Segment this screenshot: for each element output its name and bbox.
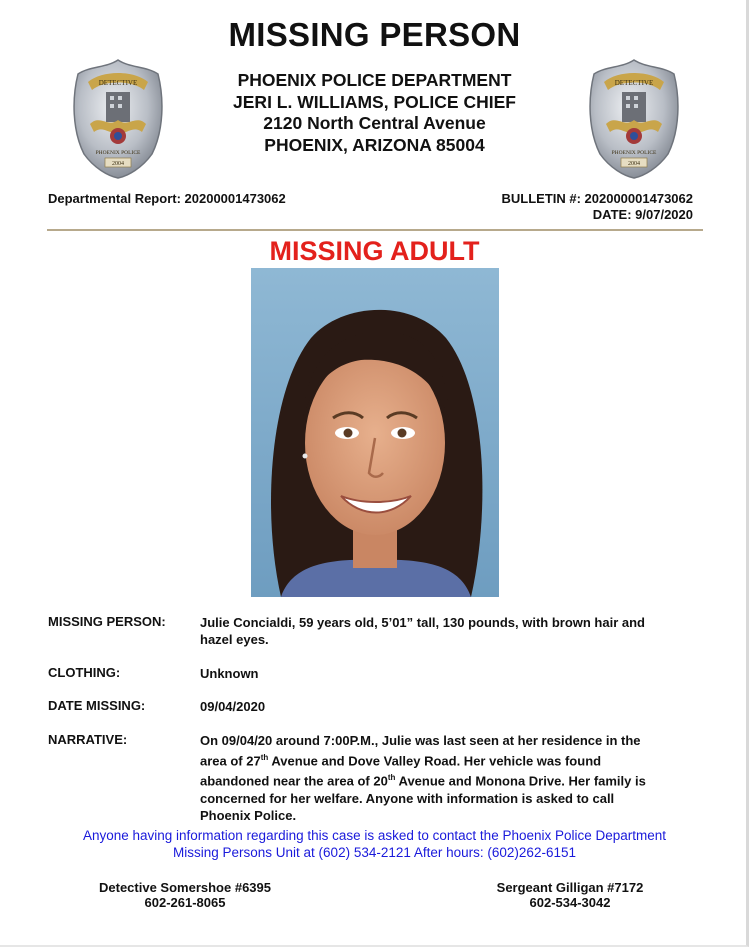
officer-contact (475, 880, 665, 910)
officer-phone: 602-534-3042 (529, 895, 611, 910)
date-missing-value: 09/04/2020 (200, 699, 266, 714)
city-state-zip: PHOENIX, ARIZONA 85004 (264, 134, 485, 155)
contact-information: Anyone having information regarding this case is asked to contact the Phoenix Police Department Missing Persons Unit at (602) 534-2121 After hours: (602)262-6151 (82, 828, 667, 860)
date-missing-label: DATE MISSING: (48, 698, 146, 713)
svg-text:PHOENIX POLICE: PHOENIX POLICE (611, 150, 657, 156)
detective-badge-icon (588, 58, 680, 180)
svg-text:PHOENIX POLICE: PHOENIX POLICE (95, 150, 141, 156)
svg-text:DETECTIVE: DETECTIVE (98, 79, 138, 87)
narrative-label: NARRATIVE: (48, 732, 128, 747)
officer-name: Sergeant Gilligan #7172 (496, 880, 644, 895)
officer-name: Detective Somershoe #6395 (99, 880, 271, 895)
bulletin-block (501, 191, 693, 222)
clothing-label: CLOTHING: (48, 665, 121, 680)
missing-person-description: Julie Concialdi, 59 years old, 5’01” tall, 130 pounds, with brown hair and hazel eyes. (200, 615, 646, 647)
department-name: PHOENIX POLICE DEPARTMENT (237, 70, 512, 90)
portrait-photo-icon (251, 268, 499, 597)
header-divider (47, 229, 703, 231)
svg-text:2004: 2004 (628, 161, 640, 167)
bulletin-date: DATE: 9/07/2020 (592, 207, 693, 222)
officer-phone: 602-261-8065 (144, 895, 226, 910)
page-title: MISSING PERSON (228, 16, 521, 53)
missing-adult-heading: MISSING ADULT (269, 236, 480, 266)
police-chief: JERI L. WILLIAMS, POLICE CHIEF (233, 91, 516, 112)
svg-text:DETECTIVE: DETECTIVE (614, 79, 654, 87)
departmental-report-number: Departmental Report: 20200001473062 (48, 191, 286, 206)
detective-badge-icon (72, 58, 164, 180)
officer-contact (90, 880, 280, 910)
narrative-text: On 09/04/20 around 7:00P.M., Julie was last seen at her residence in the area of 27th Avenue and Dove Valley Road. Her vehicle was found abandoned near the area of 20th Avenue and Monona Drive. Her family is concerned for her welfare. Anyone with information is asked to call Phoenix Police. (200, 733, 646, 823)
missing-person-label: MISSING PERSON: (48, 614, 166, 629)
street-address: 2120 North Central Avenue (263, 113, 486, 133)
missing-person-photo (251, 268, 499, 597)
clothing-value: Unknown (200, 666, 259, 681)
svg-text:2004: 2004 (112, 161, 124, 167)
bulletin-number: BULLETIN #: 202000001473062 (501, 191, 693, 206)
